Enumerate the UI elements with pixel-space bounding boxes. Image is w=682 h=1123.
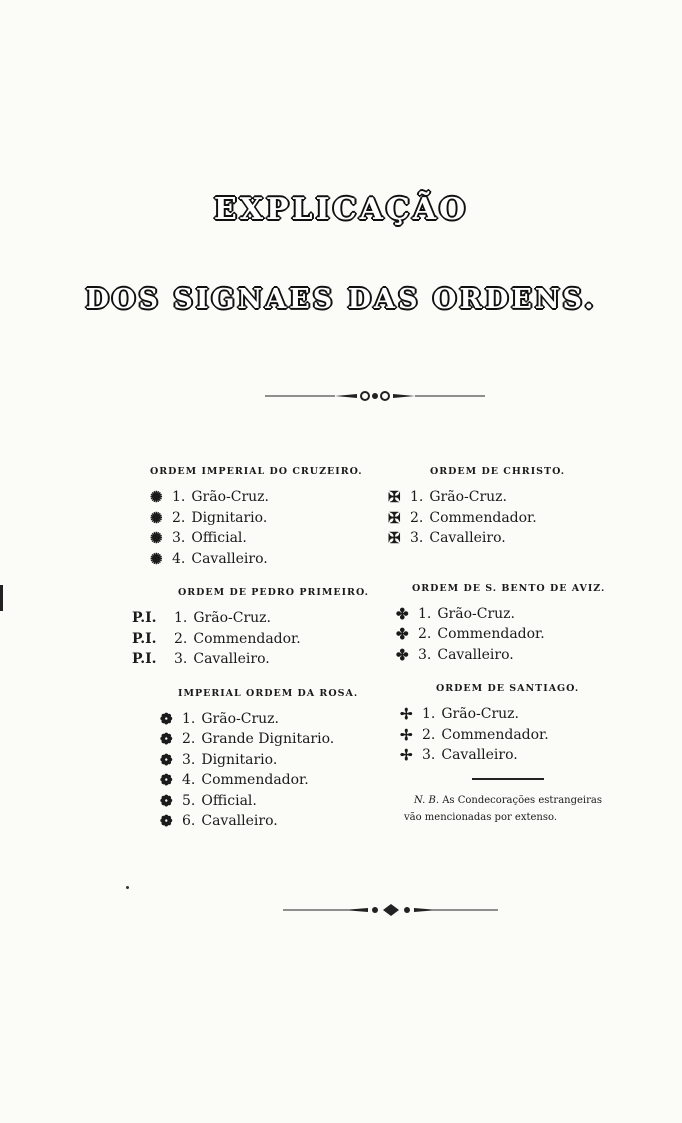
list-item: ✺ 4. Cavalleiro. [150,549,268,568]
page-subtitle: DOS SIGNAES DAS ORDENS. [85,284,597,315]
list-item: ❁ 4. Commendador. [160,771,309,789]
section-christo [388,466,628,549]
rosa-flower-icon: ❁ [160,791,173,810]
list-item: ✤ 3. Cavalleiro. [396,645,514,664]
section-cruzeiro [150,466,380,569]
page-edge-mark [0,585,3,611]
rosa-flower-icon: ❁ [160,730,173,748]
ornament-divider-bottom [283,902,498,918]
list-item: P.I. 1. Grão-Cruz. [132,608,380,629]
list-item: ✢ 1. Grão-Cruz. [400,705,519,723]
rosa-flower-icon: ❁ [160,709,173,728]
section-heading: ORDEM DE S. BENTO DE AVIZ. [412,582,606,594]
list-item: ✤ 1. Grão-Cruz. [396,604,515,623]
list-item: ✢ 2. Commendador. [400,725,549,744]
footnote [388,792,628,826]
list-item: ✠ 3. Cavalleiro. [388,529,506,547]
page-title: EXPLICAÇÃO [213,192,469,227]
list-item: ✺ 2. Dignitario. [150,508,268,527]
aviz-cross-icon: ✤ [396,604,409,623]
santiago-cross-icon: ✢ [400,746,413,764]
section-heading: ORDEM DE PEDRO PRIMEIRO. [178,587,369,598]
left-column [132,466,380,850]
list-item: ✠ 1. Grão-Cruz. [388,488,507,506]
list-item: ❁ 5. Official. [160,791,257,810]
section-aviz [388,583,628,666]
pedro-primeiro-monogram: P.I. [132,610,157,626]
list-item: ❁ 1. Grão-Cruz. [160,709,279,728]
list-item: ❁ 6. Cavalleiro. [160,812,278,830]
right-column [388,466,628,844]
rosa-flower-icon: ❁ [160,812,173,830]
rosa-flower-icon: ❁ [160,771,173,789]
santiago-cross-icon: ✢ [400,725,413,744]
print-speck [126,886,129,889]
list-item: ✺ 1. Grão-Cruz. [150,488,269,506]
list-item: ✢ 3. Cavalleiro. [400,746,518,764]
note-prefix: N. B. [414,794,439,806]
list-item: P.I. 2. Commendador. [132,629,380,650]
list-item: ❁ 3. Dignitario. [160,750,278,769]
list-item: ❁ 2. Grande Dignitario. [160,730,335,748]
list-item: ✤ 2. Commendador. [396,625,545,643]
santiago-cross-icon: ✢ [400,705,413,723]
rosa-flower-icon: ❁ [160,750,173,769]
section-heading: ORDEM IMPERIAL DO CRUZEIRO. [150,466,363,477]
christo-cross-icon: ✠ [388,529,401,547]
section-heading: IMPERIAL ORDEM DA ROSA. [178,687,359,699]
cruzeiro-star-icon: ✺ [150,529,163,547]
section-rosa [150,688,380,832]
cruzeiro-star-icon: ✺ [150,508,163,527]
section-pedro-primeiro [124,587,380,670]
pedro-primeiro-monogram: P.I. [132,651,157,667]
pedro-primeiro-monogram: P.I. [132,630,157,647]
short-divider [472,778,544,780]
christo-cross-icon: ✠ [388,508,401,527]
section-heading: ORDEM DE SANTIAGO. [436,683,580,694]
list-item: ✠ 2. Commendador. [388,508,537,527]
list-item: P.I. 3. Cavalleiro. [132,649,380,670]
ornament-divider-top [265,388,485,404]
cruzeiro-star-icon: ✺ [150,488,163,506]
section-santiago [388,683,628,826]
christo-cross-icon: ✠ [388,488,401,506]
list-item: ✺ 3. Official. [150,529,247,547]
section-heading: ORDEM DE CHRISTO. [430,466,566,477]
note-line-1: As Condecorações estrangeiras [442,794,603,806]
aviz-cross-icon: ✤ [396,645,409,664]
note-line-2: vão mencionadas por extenso. [404,811,558,823]
cruzeiro-star-icon: ✺ [150,549,163,568]
aviz-cross-icon: ✤ [396,625,409,643]
